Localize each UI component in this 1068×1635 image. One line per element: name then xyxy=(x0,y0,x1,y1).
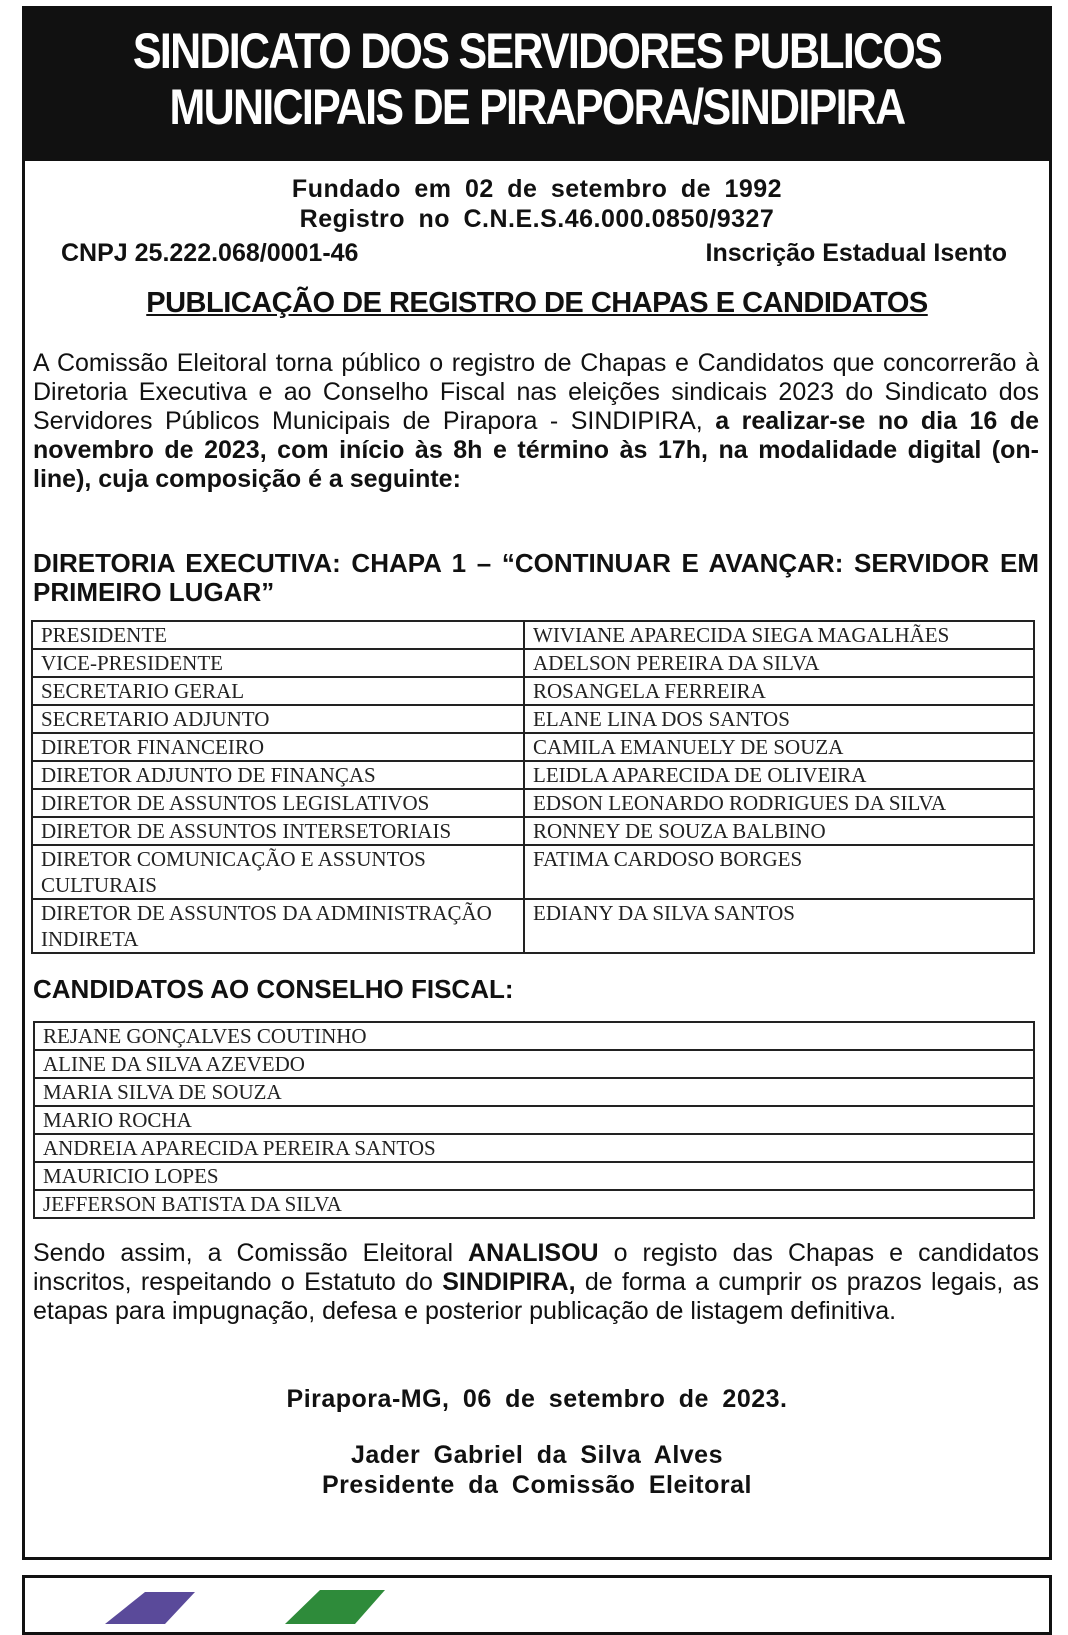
diretoria-role: VICE-PRESIDENTE xyxy=(32,649,524,677)
cnpj-row xyxy=(61,239,1007,268)
conselho-member-name: MARIO ROCHA xyxy=(34,1106,1034,1134)
diretoria-row xyxy=(32,789,1034,817)
diretoria-row xyxy=(32,677,1034,705)
diretoria-member-name: FATIMA CARDOSO BORGES xyxy=(524,845,1034,899)
diretoria-member-name: CAMILA EMANUELY DE SOUZA xyxy=(524,733,1034,761)
conselho-row xyxy=(34,1050,1034,1078)
closing-bold-2: SINDIPIRA, xyxy=(442,1268,576,1296)
diretoria-row xyxy=(32,845,1034,899)
diretoria-role: SECRETARIO GERAL xyxy=(32,677,524,705)
conselho-member-name: JEFFERSON BATISTA DA SILVA xyxy=(34,1190,1034,1218)
state-registration: Inscrição Estadual Isento xyxy=(705,239,1007,267)
founded-date: Fundado em 02 de setembro de 1992 xyxy=(291,175,783,203)
diretoria-member-name: ADELSON PEREIRA DA SILVA xyxy=(524,649,1034,677)
conselho-member-name: ALINE DA SILVA AZEVEDO xyxy=(34,1050,1034,1078)
conselho-row xyxy=(34,1106,1034,1134)
conselho-row xyxy=(34,1190,1034,1218)
signature-title: Presidente da Comissão Eleitoral xyxy=(322,1471,752,1499)
intro-text: A Comissão Eleitoral torna público o registro de Chapas e Candidatos que concorrerão à Diretoria Executiva e ao Conselho Fiscal nas eleições sindicais 2023 do Sindicato dos Servidores Públicos Municipais de Pirapora - SINDIPIRA, xyxy=(33,349,1039,435)
publication-title: PUBLICAÇÃO DE REGISTRO DE CHAPAS E CANDIDATOS xyxy=(146,287,928,319)
conselho-row xyxy=(34,1162,1034,1190)
publication-document xyxy=(22,6,1052,1560)
diretoria-role: DIRETOR FINANCEIRO xyxy=(32,733,524,761)
closing-text-2: o registo das Chapas e candidatos inscritos, respeitando o Estatuto do xyxy=(33,1239,1039,1296)
diretoria-role: DIRETOR DE ASSUNTOS LEGISLATIVOS xyxy=(32,789,524,817)
diretoria-member-name: RONNEY DE SOUZA BALBINO xyxy=(524,817,1034,845)
diretoria-row xyxy=(32,705,1034,733)
conselho-title: CANDIDATOS AO CONSELHO FISCAL: xyxy=(33,974,514,1004)
diretoria-member-name: WIVIANE APARECIDA SIEGA MAGALHÃES xyxy=(524,621,1034,649)
closing-bold-1: ANALISOU xyxy=(468,1239,599,1267)
closing-paragraph xyxy=(33,1239,1039,1326)
diretoria-role: DIRETOR DE ASSUNTOS DA ADMINISTRAÇÃO INDIRETA xyxy=(32,899,524,953)
conselho-row xyxy=(34,1022,1034,1050)
diretoria-role: DIRETOR COMUNICAÇÃO E ASSUNTOS CULTURAIS xyxy=(32,845,524,899)
signature-name: Jader Gabriel da Silva Alves xyxy=(351,1441,723,1469)
header-title-line2: MUNICIPAIS DE PIRAPORA/SINDIPIRA xyxy=(169,79,905,135)
next-publication-fragment xyxy=(22,1575,1052,1635)
conselho-row xyxy=(34,1078,1034,1106)
diretoria-row xyxy=(32,761,1034,789)
intro-paragraph xyxy=(33,349,1039,494)
diretoria-role: PRESIDENTE xyxy=(32,621,524,649)
conselho-table xyxy=(33,1021,1035,1219)
registry-number: Registro no C.N.E.S.46.000.0850/9327 xyxy=(299,205,775,233)
diretoria-member-name: ELANE LINA DOS SANTOS xyxy=(524,705,1034,733)
date-line: Pirapora-MG, 06 de setembro de 2023. xyxy=(286,1385,788,1413)
diretoria-member-name: ROSANGELA FERREIRA xyxy=(524,677,1034,705)
diretoria-row xyxy=(32,621,1034,649)
cnpj-number: CNPJ 25.222.068/0001-46 xyxy=(61,239,359,267)
diretoria-member-name: EDSON LEONARDO RODRIGUES DA SILVA xyxy=(524,789,1034,817)
diretoria-row xyxy=(32,899,1034,953)
conselho-member-name: MAURICIO LOPES xyxy=(34,1162,1034,1190)
diretoria-role: DIRETOR ADJUNTO DE FINANÇAS xyxy=(32,761,524,789)
logo-fragment-icon xyxy=(85,1584,385,1624)
conselho-member-name: MARIA SILVA DE SOUZA xyxy=(34,1078,1034,1106)
diretoria-row xyxy=(32,649,1034,677)
closing-text-1: Sendo assim, a Comissão Eleitoral xyxy=(33,1239,469,1267)
diretoria-table xyxy=(31,620,1035,954)
diretoria-role: DIRETOR DE ASSUNTOS INTERSETORIAIS xyxy=(32,817,524,845)
conselho-member-name: REJANE GONÇALVES COUTINHO xyxy=(34,1022,1034,1050)
diretoria-role: SECRETARIO ADJUNTO xyxy=(32,705,524,733)
conselho-member-name: ANDREIA APARECIDA PEREIRA SANTOS xyxy=(34,1134,1034,1162)
conselho-row xyxy=(34,1134,1034,1162)
chapa-title: DIRETORIA EXECUTIVA: CHAPA 1 – “CONTINUAR E AVANÇAR: SERVIDOR EM PRIMEIRO LUGAR” xyxy=(33,548,1039,607)
diretoria-member-name: EDIANY DA SILVA SANTOS xyxy=(524,899,1034,953)
header-title-line1: SINDICATO DOS SERVIDORES PUBLICOS xyxy=(132,23,942,79)
intro-bold-text: a realizar-se no dia 16 de novembro de 2023, com início às 8h e término às 17h, na modalidade digital (on-line), cuja composição é a seguinte: xyxy=(33,407,1039,493)
closing-text-3: de forma a cumprir os prazos legais, as etapas para impugnação, defesa e posterior publicação de listagem definitiva. xyxy=(33,1268,1039,1325)
document-header xyxy=(25,9,1049,161)
diretoria-member-name: LEIDLA APARECIDA DE OLIVEIRA xyxy=(524,761,1034,789)
diretoria-row xyxy=(32,733,1034,761)
diretoria-row xyxy=(32,817,1034,845)
